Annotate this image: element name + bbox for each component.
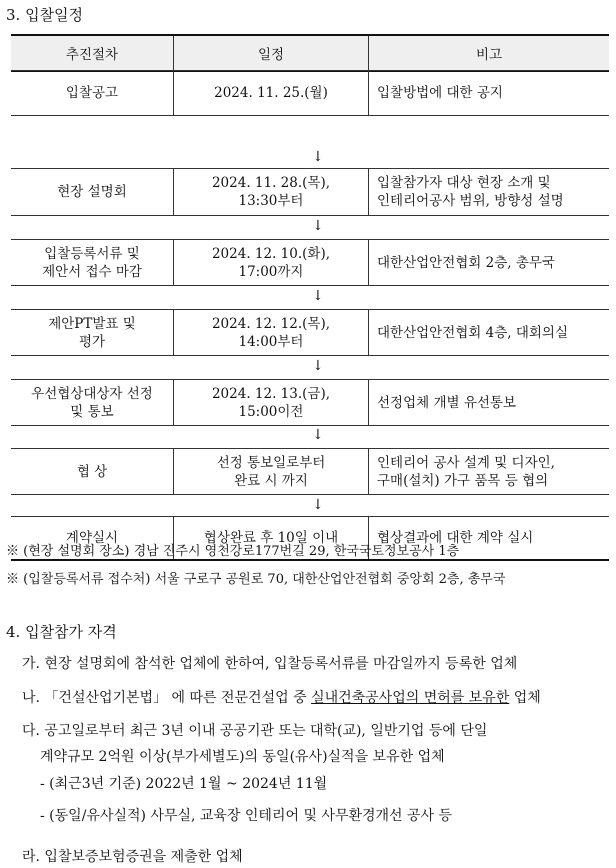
table-row <box>11 309 609 356</box>
down-arrow-icon: ↓ <box>312 288 324 304</box>
cell-date-line: 협상완료 후 10일 이내 <box>203 530 339 546</box>
cell-note-line: 입찰참가자 대상 현장 소개 및 <box>377 175 551 191</box>
qualification-na-underlined: 실내건축공사업의 면허를 보유한 <box>311 690 510 706</box>
cell-step-line: 제안서 접수 마감 <box>42 263 142 280</box>
cell-step-line: 입찰공고 <box>65 85 119 101</box>
cell-date-line: 완료 시 까지 <box>234 472 308 489</box>
cell-step-line: 제안PT발표 및 <box>48 315 136 332</box>
cell-note-line: 선정업체 개별 유선통보 <box>377 394 516 411</box>
down-arrow-icon: ↓ <box>312 358 324 374</box>
qualification-da-line2: 계약규모 2억원 이상(부가세별도)의 동일(유사)실적을 보유한 업체 <box>40 749 445 765</box>
cell-note-line: 대한산업안전협회 2층, 총무국 <box>377 254 555 271</box>
table-row <box>11 70 609 116</box>
cell-step <box>11 169 173 215</box>
note-submission-location: ※ (입찰등록서류 접수처) 서울 구로구 공원로 70, 대한산업안전협회 중앙회 2층, 총무국 <box>6 572 506 587</box>
table-row <box>11 239 609 286</box>
cell-date-line: 선정 통보일로부터 <box>216 454 326 471</box>
table-row <box>11 448 609 495</box>
section-4-title: 4. 입찰참가 자격 <box>6 623 117 641</box>
cell-step-line: 현장 설명회 <box>57 184 127 200</box>
cell-date-line: 2024. 11. 25.(월) <box>214 85 328 101</box>
cell-note-line: 입찰방법에 대한 공지 <box>377 85 503 101</box>
cell-step-line: 계약실시 <box>65 530 119 546</box>
qualification-na-suffix: 업체 <box>509 690 541 706</box>
cell-date-line: 2024. 11. 28.(목), <box>211 175 331 191</box>
cell-date <box>173 449 369 494</box>
cell-step-line: 입찰등록서류 및 <box>44 245 140 262</box>
cell-note-line: 협상결과에 대한 계약 실시 <box>377 530 534 546</box>
cell-date-line: 13:30부터 <box>238 193 304 209</box>
qualification-ra: 라. 입찰보증보험증권을 제출한 업체 <box>22 849 243 865</box>
cell-note-line: 대한산업안전협회 4층, 대회의실 <box>377 324 568 341</box>
cell-date-line: 2024. 12. 13.(금), <box>211 385 331 402</box>
cell-date-line: 14:00부터 <box>238 333 304 350</box>
cell-note-line: 인테리어공사 범위, 방향성 설명 <box>377 193 564 209</box>
cell-note <box>369 169 609 215</box>
cell-date <box>173 380 369 425</box>
qualification-da-period: - (최근3년 기준) 2022년 1월 ~ 2024년 11월 <box>40 776 328 792</box>
cell-note <box>369 380 609 425</box>
header-date: 일정 <box>173 36 369 70</box>
cell-step <box>11 449 173 494</box>
cell-note <box>369 449 609 494</box>
down-arrow-icon: ↓ <box>312 427 324 443</box>
qualification-da-examples: - (동일/유사실적) 사무실, 교육장 인테리어 및 사무환경개선 공사 등 <box>40 808 453 824</box>
cell-step-line: 협 상 <box>76 463 108 480</box>
cell-date-line: 2024. 12. 12.(목), <box>211 315 331 332</box>
cell-step-line: 평가 <box>78 333 106 350</box>
cell-step <box>11 71 173 115</box>
cell-step <box>11 240 173 285</box>
cell-date-line: 2024. 12. 10.(화), <box>211 245 331 262</box>
cell-step <box>11 310 173 355</box>
cell-step <box>11 380 173 425</box>
section-3-title: 3. 입찰일정 <box>6 6 84 24</box>
down-arrow-icon: ↓ <box>312 218 324 234</box>
cell-date <box>173 169 369 215</box>
cell-step-line: 및 통보 <box>70 403 114 420</box>
header-step: 추진절차 <box>65 47 119 63</box>
down-arrow-icon: ↓ <box>312 497 324 513</box>
down-arrow-icon: ↓ <box>312 149 324 165</box>
cell-note <box>369 71 609 115</box>
cell-step-line: 우선협상대상자 선정 <box>31 385 153 402</box>
cell-note <box>369 310 609 355</box>
cell-note <box>369 240 609 285</box>
table-row <box>11 379 609 426</box>
cell-date <box>173 240 369 285</box>
cell-date <box>173 310 369 355</box>
note-briefing-location: ※ (현장 설명회 장소) 경남 진주시 영천강로177번길 29, 한국국토정보공사 1층 <box>6 544 460 559</box>
qualification-da-line1: 다. 공고일로부터 최근 3년 이내 공공기관 또는 대학(교), 일반기업 등에 단일 <box>22 723 488 739</box>
table-header <box>11 34 609 72</box>
header-note: 비고 <box>475 47 503 63</box>
cell-date-line: 15:00이전 <box>238 403 304 420</box>
cell-date-line: 17:00까지 <box>238 263 304 280</box>
qualification-ga: 가. 현장 설명회에 참석한 업체에 한하여, 입찰등록서류를 마감일까지 등록한 업체 <box>22 656 518 672</box>
table-row <box>11 168 609 216</box>
qualification-na-prefix: 나. 「건설산업기본법」 에 따른 전문건설업 중 <box>22 690 312 706</box>
cell-date <box>173 71 369 115</box>
cell-note-line: 구매(설치) 가구 품목 등 협의 <box>377 472 549 489</box>
cell-note-line: 인테리어 공사 설계 및 디자인, <box>377 454 555 471</box>
qualification-na <box>22 687 541 707</box>
